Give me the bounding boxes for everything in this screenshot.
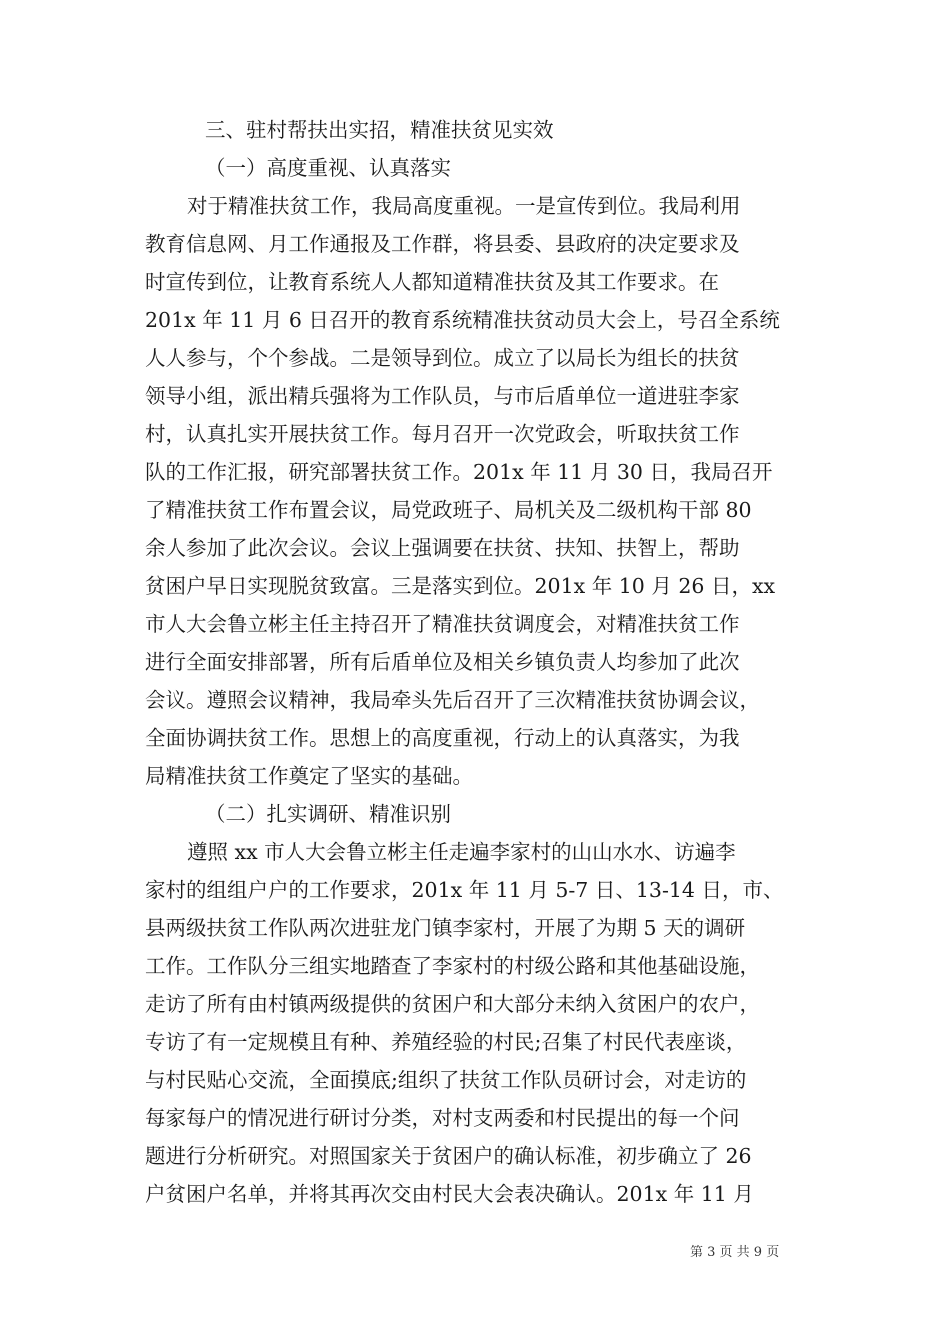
paragraph-line: 走访了所有由村镇两级提供的贫困户和大部分未纳入贫困户的农户， bbox=[145, 992, 760, 1016]
page-number: 第 3 页 共 9 页 bbox=[690, 1245, 780, 1260]
paragraph-line: 县两级扶贫工作队两次进驻龙门镇李家村，开展了为期 5 天的调研 bbox=[145, 916, 746, 940]
paragraph-line: 家村的组组户户的工作要求，201x 年 11 月 5-7 日、13-14 日，市、 bbox=[145, 878, 784, 902]
paragraph-line: 对于精准扶贫工作，我局高度重视。一是宣传到位。我局利用 bbox=[187, 194, 741, 218]
paragraph-line: 人人参与，个个参战。二是领导到位。成立了以局长为组长的扶贫 bbox=[145, 346, 740, 370]
paragraph-line: 遵照 xx 市人大会鲁立彬主任走遍李家村的山山水水、访遍李 bbox=[187, 840, 736, 864]
paragraph-line: 题进行分析研究。对照国家关于贫困户的确认标准，初步确立了 26 bbox=[145, 1144, 752, 1168]
paragraph-line: 201x 年 11 月 6 日召开的教育系统精准扶贫动员大会上，号召全系统 bbox=[145, 308, 780, 332]
paragraph-line: 时宣传到位，让教育系统人人都知道精准扶贫及其工作要求。在 bbox=[145, 270, 719, 294]
subsection-heading: （二）扎实调研、精准识别 bbox=[205, 802, 451, 826]
subsection-heading: （一）高度重视、认真落实 bbox=[205, 156, 451, 180]
paragraph-line: 队的工作汇报，研究部署扶贫工作。201x 年 11 月 30 日，我局召开 bbox=[145, 460, 773, 484]
section-heading: 三、驻村帮扶出实招，精准扶贫见实效 bbox=[205, 118, 554, 142]
paragraph-line: 了精准扶贫工作布置会议，局党政班子、局机关及二级机构干部 80 bbox=[145, 498, 752, 522]
paragraph-line: 专访了有一定规模且有种、养殖经验的村民;召集了村民代表座谈， bbox=[145, 1030, 747, 1054]
paragraph-line: 局精准扶贫工作奠定了坚实的基础。 bbox=[145, 764, 473, 788]
paragraph-line: 余人参加了此次会议。会议上强调要在扶贫、扶知、扶智上，帮助 bbox=[145, 536, 740, 560]
paragraph-line: 贫困户早日实现脱贫致富。三是落实到位。201x 年 10 月 26 日，xx bbox=[145, 574, 776, 598]
paragraph-line: 进行全面安排部署，所有后盾单位及相关乡镇负责人均参加了此次 bbox=[145, 650, 740, 674]
paragraph-line: 教育信息网、月工作通报及工作群，将县委、县政府的决定要求及 bbox=[145, 232, 740, 256]
paragraph-line: 市人大会鲁立彬主任主持召开了精准扶贫调度会，对精准扶贫工作 bbox=[145, 612, 740, 636]
paragraph-line: 户贫困户名单，并将其再次交由村民大会表决确认。201x 年 11 月 bbox=[145, 1182, 754, 1206]
paragraph-line: 工作。工作队分三组实地踏查了李家村的村级公路和其他基础设施， bbox=[145, 954, 760, 978]
paragraph-line: 村，认真扎实开展扶贫工作。每月召开一次党政会，听取扶贫工作 bbox=[145, 422, 740, 446]
paragraph-line: 与村民贴心交流，全面摸底;组织了扶贫工作队员研讨会，对走访的 bbox=[145, 1068, 747, 1092]
paragraph-line: 全面协调扶贫工作。思想上的高度重视，行动上的认真落实，为我 bbox=[145, 726, 740, 750]
paragraph-line: 领导小组，派出精兵强将为工作队员，与市后盾单位一道进驻李家 bbox=[145, 384, 740, 408]
paragraph-line: 每家每户的情况进行研讨分类，对村支两委和村民提出的每一个问 bbox=[145, 1106, 740, 1130]
paragraph-line: 会议。遵照会议精神，我局牵头先后召开了三次精准扶贫协调会议， bbox=[145, 688, 760, 712]
